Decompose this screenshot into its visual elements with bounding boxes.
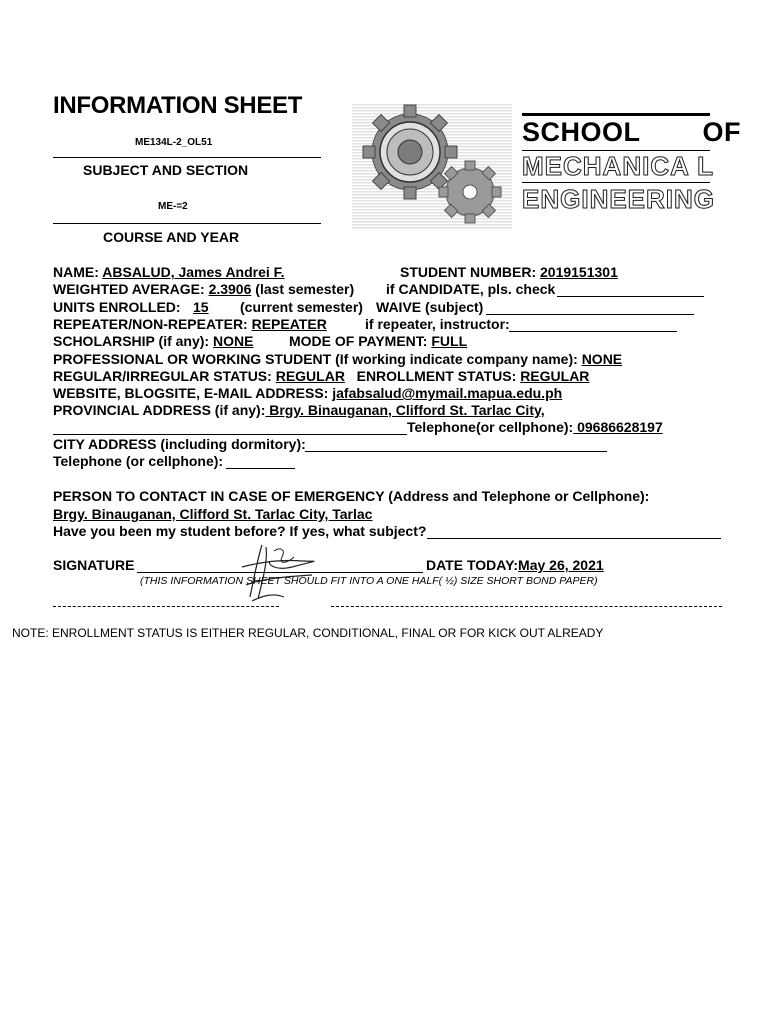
date-label: DATE TODAY: (426, 557, 519, 573)
provincial-value: Brgy. Binauganan, Clifford St. Tarlac City, (265, 402, 545, 418)
phone2-field[interactable] (226, 468, 295, 469)
gears-seal-icon (352, 104, 512, 234)
units-row (53, 299, 181, 316)
working-value: NONE (581, 351, 623, 367)
phone1-row (407, 419, 663, 436)
repeater-label: REPEATER/NON-REPEATER: (53, 316, 248, 332)
student-number-row (400, 264, 618, 281)
scholarship-value: NONE (212, 333, 254, 349)
provincial-field-line[interactable] (53, 434, 407, 435)
status-row (53, 368, 589, 385)
payment-value: FULL (431, 333, 468, 349)
separator-left (53, 606, 279, 607)
subject-section-label: SUBJECT AND SECTION (83, 162, 249, 178)
name-row (53, 264, 285, 281)
school-top-rule (522, 113, 710, 116)
enrollment-note: NOTE: ENROLLMENT STATUS IS EITHER REGULAR, CONDITIONAL, FINAL OR FOR KICK OUT ALREADY (12, 626, 604, 640)
divider (53, 223, 321, 224)
repeater-row (53, 316, 327, 333)
course-code: ME-=2 (158, 201, 188, 212)
of-word: OF (702, 117, 742, 147)
name-value: ABSALUD, James Andrei F. (102, 264, 285, 280)
weighted-average-label: WEIGHTED AVERAGE: (53, 281, 205, 297)
weighted-average-value: 2.3906 (208, 281, 252, 297)
payment-label: MODE OF PAYMENT: (289, 333, 428, 349)
enrollment-value: REGULAR (520, 368, 590, 384)
city-field[interactable] (305, 451, 607, 452)
school-mechanical: MECHANICA L (522, 151, 715, 181)
student-before-label: Have you been my student before? If yes, what subject? (53, 523, 427, 539)
school-word: SCHOOL (522, 117, 641, 147)
payment-row (289, 333, 467, 350)
weighted-average-note: (last semester) (255, 281, 355, 297)
divider (53, 157, 321, 158)
website-value: jafabsalud@mymail.mapua.edu.ph (332, 385, 563, 401)
date-value: May 26, 2021 (518, 557, 604, 573)
school-heading (522, 117, 741, 148)
page-title: INFORMATION SHEET (53, 92, 303, 119)
phone2-label: Telephone (or cellphone): (53, 453, 224, 469)
course-year-label: COURSE AND YEAR (103, 229, 240, 245)
regular-label: REGULAR/IRREGULAR STATUS: (53, 368, 272, 384)
enrollment-label: ENROLLMENT STATUS: (356, 368, 517, 384)
units-label: UNITS ENROLLED: (53, 299, 181, 315)
signature-label: SIGNATURE (53, 557, 135, 573)
student-number-label: STUDENT NUMBER: (400, 264, 537, 280)
instructor-label: if repeater, instructor: (365, 316, 510, 332)
emergency-label: PERSON TO CONTACT IN CASE OF EMERGENCY (Address and Telephone or Cellphone): (53, 488, 650, 504)
working-label: PROFESSIONAL OR WORKING STUDENT (If working indicate company name): (53, 351, 578, 367)
scholarship-row (53, 333, 253, 350)
candidate-label: if CANDIDATE, pls. check (386, 281, 556, 297)
waive-field[interactable] (486, 314, 694, 315)
provincial-label: PROVINCIAL ADDRESS (if any): (53, 402, 266, 418)
date-row (426, 557, 604, 574)
units-note: (current semester) (240, 299, 363, 315)
regular-value: REGULAR (275, 368, 345, 384)
name-label: NAME: (53, 264, 99, 280)
city-label: CITY ADDRESS (including dormitory): (53, 436, 306, 452)
fit-note: (THIS INFORMATION SHEET SHOULD FIT INTO A ONE HALF( ½) SIZE SHORT BOND PAPER) (140, 575, 598, 587)
student-number-value: 2019151301 (540, 264, 618, 280)
phone1-value: 09686628197 (573, 419, 663, 435)
section-code: ME134L-2_OL51 (135, 137, 213, 148)
working-row (53, 351, 622, 368)
instructor-field[interactable] (509, 331, 677, 332)
phone1-label: Telephone(or cellphone): (407, 419, 574, 435)
school-rule (522, 182, 710, 183)
provincial-row (53, 402, 545, 419)
school-engineering: ENGINEERING (522, 184, 716, 214)
weighted-average-row (53, 281, 354, 298)
separator-right (331, 606, 722, 607)
emergency-value: Brgy. Binauganan, Clifford St. Tarlac City, Tarlac (53, 506, 373, 522)
website-row (53, 385, 562, 402)
repeater-value: REPEATER (251, 316, 327, 332)
scholarship-label: SCHOLARSHIP (if any): (53, 333, 210, 349)
candidate-field[interactable] (557, 296, 704, 297)
student-before-field[interactable] (427, 538, 721, 539)
units-value: 15 (193, 299, 209, 315)
waive-label: WAIVE (subject) (376, 299, 484, 315)
website-label: WEBSITE, BLOGSITE, E-MAIL ADDRESS: (53, 385, 329, 401)
